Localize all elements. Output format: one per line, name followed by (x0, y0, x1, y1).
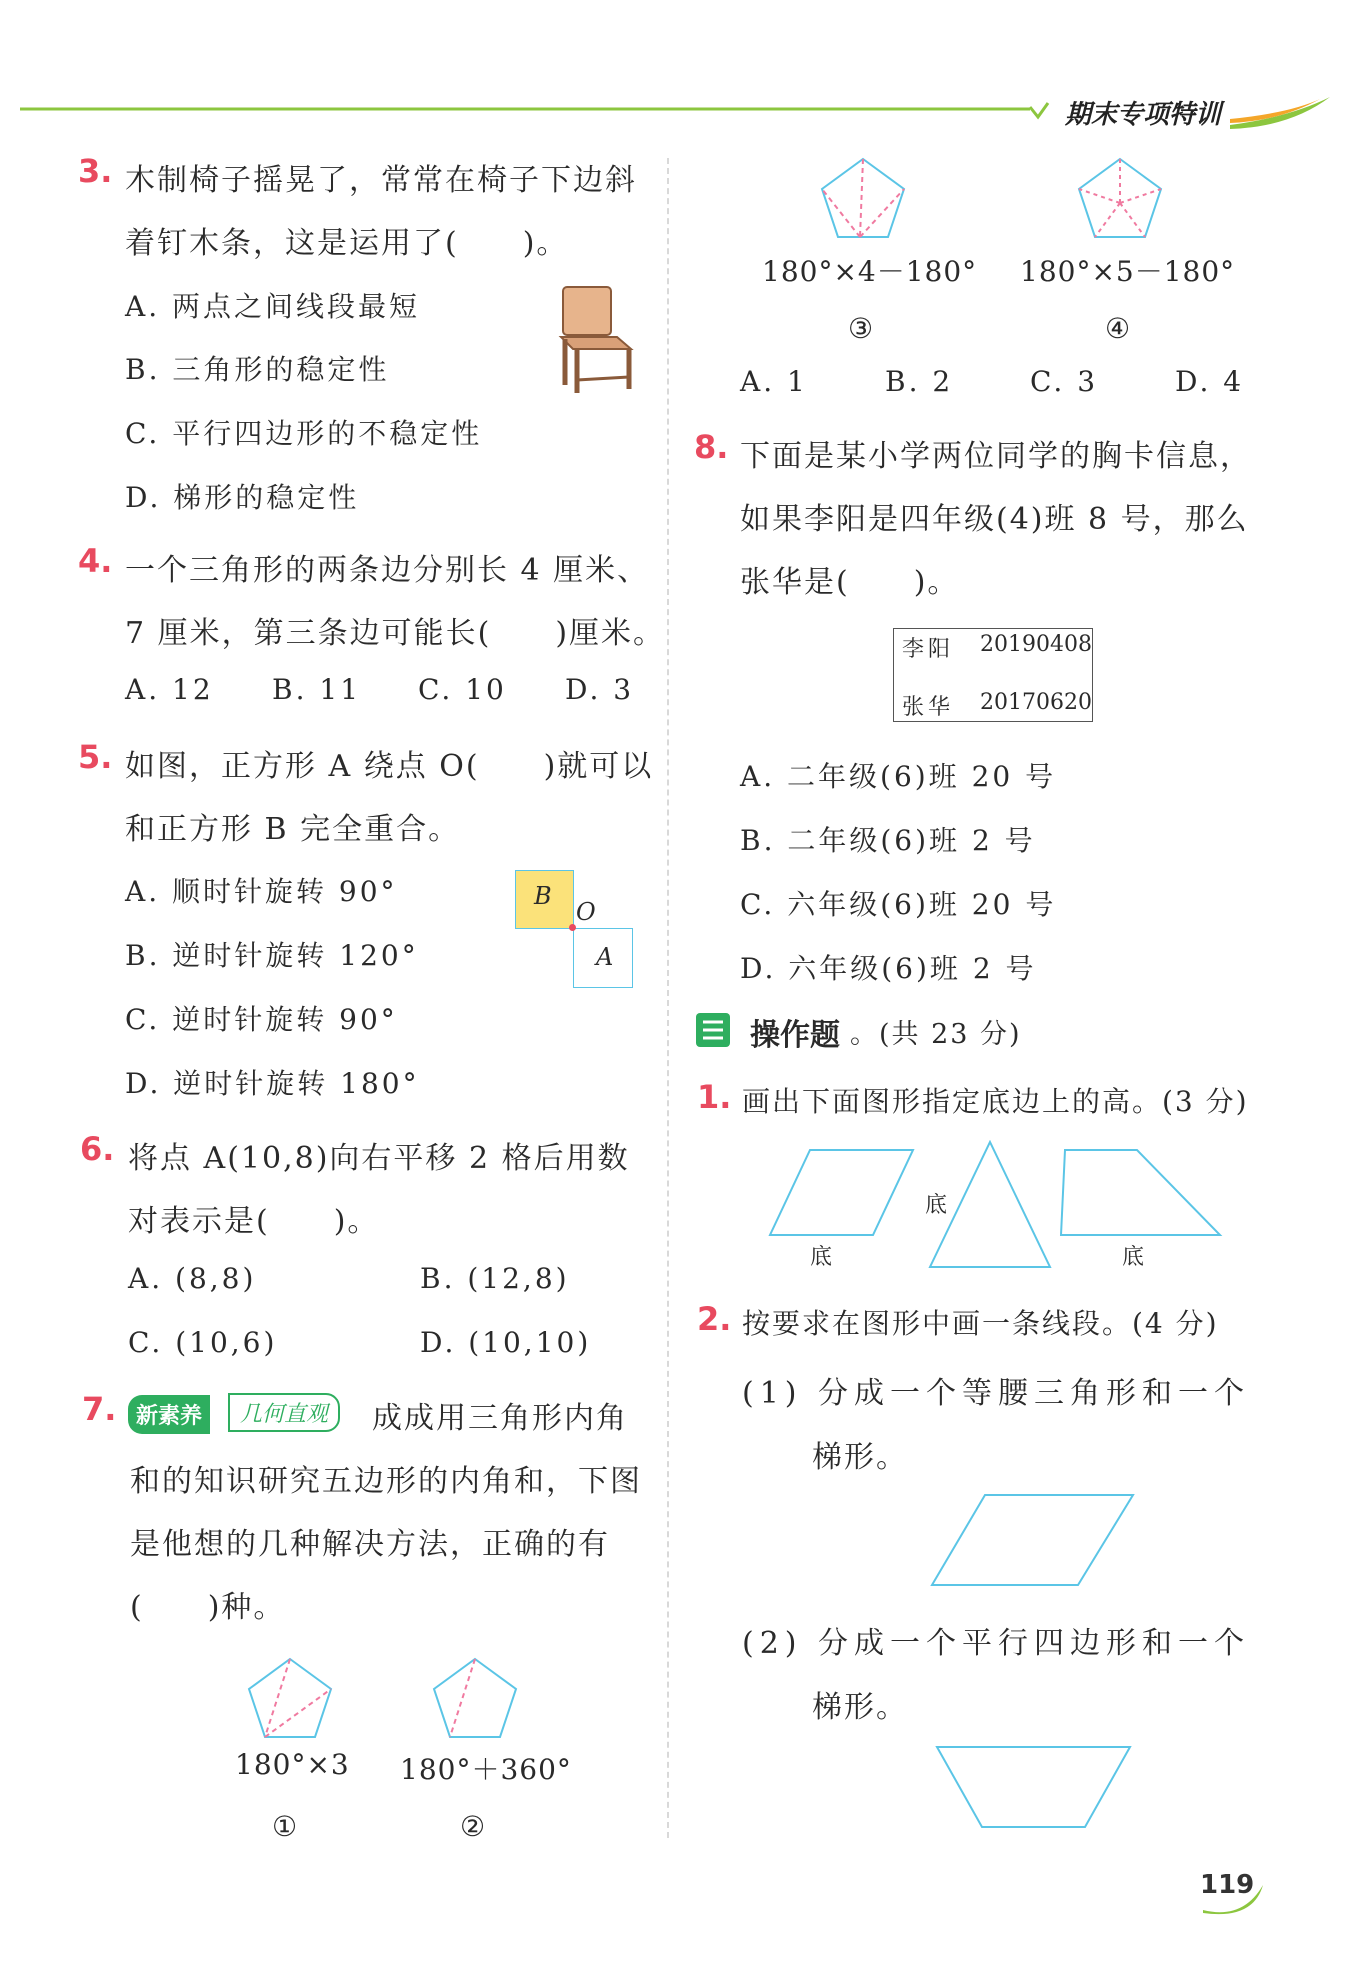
q8-option-a: A. 二年级(6)班 20 号 (740, 760, 1057, 793)
q5-option-a: A. 顺时针旋转 90° (125, 875, 398, 908)
page-number: 119 (1200, 1870, 1255, 1900)
q7-number: 7. (82, 1390, 117, 1428)
q6-option-a: A. (8,8) (128, 1262, 257, 1295)
op1-label-left: 底 (810, 1245, 833, 1270)
q7-option-a: A. 1 (740, 365, 808, 398)
q8-line1: 下面是某小学两位同学的胸卡信息， (740, 439, 1252, 474)
op2-sub1-line2: 梯形。 (812, 1440, 908, 1475)
q6-option-b: B. (12,8) (420, 1262, 570, 1295)
badge-new-literacy: 新素养 (128, 1395, 210, 1434)
q6-option-d: D. (10,10) (420, 1326, 592, 1359)
q5-number: 5. (78, 738, 113, 776)
q4-line2: 7 厘米，第三条边可能长( )厘米。 (125, 616, 666, 651)
q8-line2: 如果李阳是四年级(4)班 8 号，那么 (740, 502, 1249, 537)
q3-number: 3. (78, 152, 113, 190)
q5-option-b: B. 逆时针旋转 120° (125, 939, 419, 972)
card-name-1: 李阳 (902, 637, 955, 662)
q3-option-a: A. 两点之间线段最短 (125, 290, 421, 323)
pentagon-3-formula: 180°×4－180° (762, 255, 978, 288)
pentagon-1 (245, 1655, 335, 1740)
pentagon-2-mark: ② (460, 1810, 489, 1843)
q4-option-d: D. 3 (565, 673, 635, 706)
pentagon-2-formula: 180°＋360° (400, 1753, 572, 1786)
square-a-label: A (596, 943, 614, 971)
op2-text: 按要求在图形中画一条线段。(4 分) (742, 1307, 1219, 1340)
q3-option-b: B. 三角形的稳定性 (125, 353, 390, 386)
q6-line1: 将点 A(10,8)向右平移 2 格后用数 (128, 1141, 630, 1176)
q4-number: 4. (78, 542, 113, 580)
q7-line1: 成成用三角形内角 (372, 1401, 628, 1436)
op1-text: 画出下面图形指定底边上的高。(3 分) (742, 1085, 1249, 1118)
q4-option-c: C. 10 (418, 673, 507, 706)
op1-number: 1. (697, 1078, 732, 1116)
q7-line3: 是他想的几种解决方法，正确的有 (130, 1527, 610, 1562)
q7-option-d: D. 4 (1175, 365, 1245, 398)
q6-line2: 对表示是( )。 (128, 1204, 380, 1239)
section-icon (695, 1012, 731, 1048)
pentagon-4-formula: 180°×5－180° (1020, 255, 1236, 288)
card-id-2: 20170620 (980, 690, 1092, 715)
q5-line2: 和正方形 B 完全重合。 (125, 812, 461, 847)
q4-line1: 一个三角形的两条边分别长 4 厘米、 (125, 553, 650, 588)
pentagon-4 (1075, 155, 1165, 240)
pentagon-1-formula: 180°×3 (235, 1748, 350, 1781)
chair-illustration (555, 285, 635, 395)
point-o-label: O (576, 898, 596, 926)
pentagon-1-mark: ① (272, 1810, 301, 1843)
q7-line2: 和的知识研究五边形的内角和，下图 (130, 1464, 642, 1499)
op1-shapes (765, 1140, 1225, 1280)
badge-geometry: 几何直观 (228, 1393, 340, 1432)
q4-option-b: B. 11 (272, 673, 362, 706)
section-title: 操作题 (750, 1018, 840, 1053)
q5-option-d: D. 逆时针旋转 180° (125, 1067, 420, 1100)
q3-option-d: D. 梯形的稳定性 (125, 481, 360, 514)
pentagon-3-mark: ③ (848, 312, 877, 345)
card-id-1: 20190408 (980, 632, 1092, 657)
pentagon-4-mark: ④ (1105, 312, 1134, 345)
op1-label-right: 底 (1122, 1245, 1145, 1270)
op2-number: 2. (697, 1300, 732, 1338)
op2-sub2-line1: (2) 分成一个平行四边形和一个 (742, 1626, 1251, 1661)
point-o (569, 924, 576, 931)
q6-option-c: C. (10,6) (128, 1326, 278, 1359)
column-divider (667, 158, 669, 1838)
op2-sub1-line1: (1) 分成一个等腰三角形和一个 (742, 1376, 1251, 1411)
q8-number: 8. (694, 428, 729, 466)
q8-option-c: C. 六年级(6)班 20 号 (740, 888, 1057, 921)
q5-line1: 如图，正方形 A 绕点 O( )就可以 (125, 749, 654, 784)
q3-line2: 着钉木条，这是运用了( )。 (125, 226, 569, 261)
q5-option-c: C. 逆时针旋转 90° (125, 1003, 398, 1036)
pentagon-3 (818, 155, 908, 240)
q7-option-b: B. 2 (885, 365, 954, 398)
section-score: 。(共 23 分) (850, 1019, 1022, 1050)
q6-number: 6. (80, 1130, 115, 1168)
op2-trapezoid (935, 1742, 1135, 1832)
q3-line1: 木制椅子摇晃了，常常在椅子下边斜 (125, 163, 637, 198)
q4-option-a: A. 12 (125, 673, 214, 706)
q8-line3: 张华是( )。 (740, 565, 960, 600)
pentagon-2 (430, 1655, 520, 1740)
op2-parallelogram (930, 1490, 1140, 1590)
header-title: 期末专项特训 (1065, 100, 1222, 130)
q3-option-c: C. 平行四边形的不稳定性 (125, 417, 483, 450)
square-b-label: B (534, 882, 552, 910)
q7-option-c: C. 3 (1030, 365, 1099, 398)
op1-label-mid: 底 (925, 1193, 948, 1218)
op2-sub2-line2: 梯形。 (812, 1690, 908, 1725)
q8-option-b: B. 二年级(6)班 2 号 (740, 824, 1036, 857)
card-name-2: 张华 (902, 695, 955, 720)
q8-option-d: D. 六年级(6)班 2 号 (740, 952, 1037, 985)
page-number-swoosh (1198, 1880, 1268, 1920)
q7-line4: ( )种。 (130, 1590, 286, 1625)
